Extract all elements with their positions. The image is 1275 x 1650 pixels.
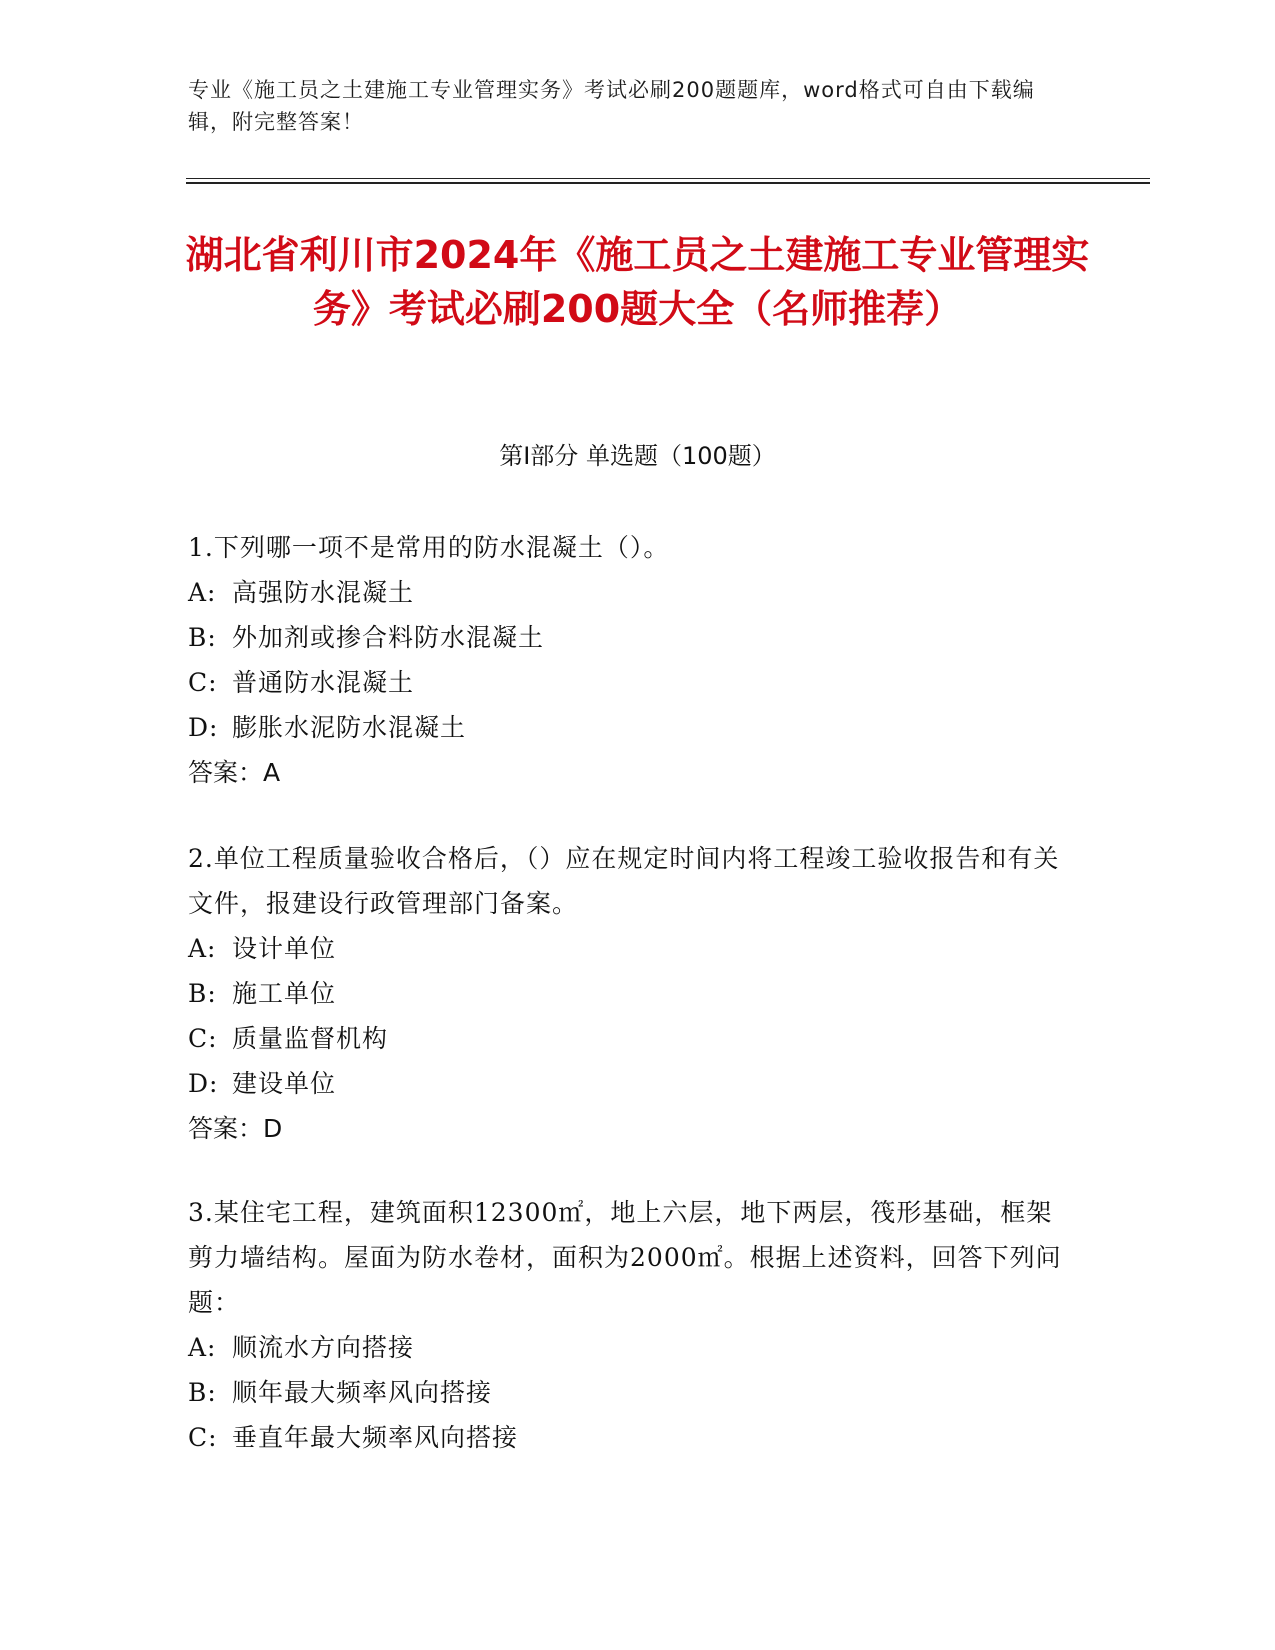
question-text: 1.下列哪一项不是常用的防水混凝土（）。 (188, 533, 670, 562)
question-1 (188, 525, 1068, 795)
option-text: 顺流水方向搭接 (232, 1333, 415, 1362)
document-title: 湖北省利川市2024年《施工员之土建施工专业管理实务》考试必刷200题大全（名师推荐） (185, 233, 1090, 331)
intro-text: 专业《施工员之土建施工专业管理实务》考试必刷200题题库，word格式可自由下载编辑，附完整答案！ (188, 78, 1035, 134)
option-label: A: (188, 934, 217, 963)
option-label: B: (188, 1378, 217, 1407)
option-label: C: (188, 1423, 218, 1452)
option-text: 质量监督机构 (232, 1024, 389, 1053)
answer-prefix: 答案： (188, 758, 264, 787)
option-b (188, 615, 1068, 660)
header-divider-thick (186, 182, 1150, 184)
option-label: A: (188, 1333, 217, 1362)
question-text: 2.单位工程质量验收合格后，（）应在规定时间内将工程竣工验收报告和有关文件，报建设行政管理部门备案。 (188, 844, 1060, 918)
option-c (188, 660, 1068, 705)
option-label: D: (188, 1069, 219, 1098)
question-text: 3.某住宅工程，建筑面积12300㎡，地上六层，地下两层，筏形基础，框架剪力墙结构。屋面为防水卷材，面积为2000㎡。根据上述资料，回答下列问题： (188, 1198, 1062, 1317)
header-divider-thin (186, 178, 1150, 179)
option-text: 高强防水混凝土 (232, 578, 415, 607)
option-text: 设计单位 (232, 934, 337, 963)
option-text: 施工单位 (232, 979, 337, 1008)
option-c (188, 1415, 1068, 1460)
option-label: B: (188, 979, 217, 1008)
option-text: 外加剂或掺合料防水混凝土 (232, 623, 545, 652)
option-text: 建设单位 (232, 1069, 337, 1098)
option-label: C: (188, 668, 218, 697)
option-label: D: (188, 713, 219, 742)
option-text: 垂直年最大频率风向搭接 (232, 1423, 519, 1452)
answer-line (188, 750, 1068, 795)
option-c (188, 1016, 1068, 1061)
question-3 (188, 1190, 1068, 1460)
answer-value: D (263, 1114, 283, 1143)
option-label: C: (188, 1024, 218, 1053)
section-heading: 第I部分 单选题（100题） (499, 442, 776, 470)
option-text: 顺年最大频率风向搭接 (232, 1378, 493, 1407)
option-d (188, 705, 1068, 750)
option-b (188, 971, 1068, 1016)
option-d (188, 1061, 1068, 1106)
option-b (188, 1370, 1068, 1415)
answer-prefix: 答案： (188, 1114, 264, 1143)
question-2 (188, 836, 1068, 1151)
option-label: A: (188, 578, 217, 607)
option-a (188, 1325, 1068, 1370)
option-text: 膨胀水泥防水混凝土 (232, 713, 467, 742)
answer-value: A (263, 758, 281, 787)
answer-line (188, 1106, 1068, 1151)
option-a (188, 926, 1068, 971)
option-label: B: (188, 623, 217, 652)
option-text: 普通防水混凝土 (232, 668, 415, 697)
option-a (188, 570, 1068, 615)
